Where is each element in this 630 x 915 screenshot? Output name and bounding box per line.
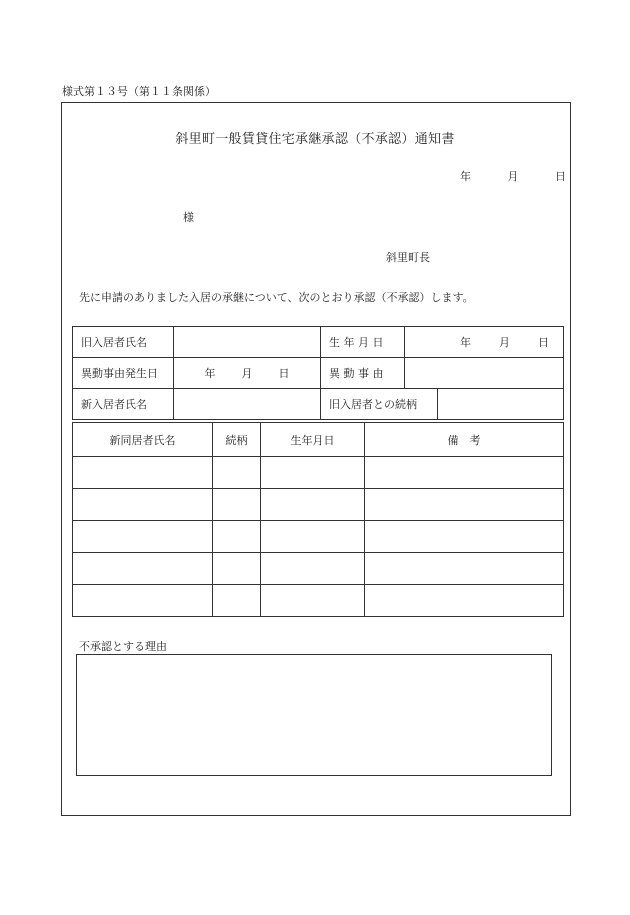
member-name-cell[interactable]	[73, 585, 213, 617]
member-name-cell[interactable]	[73, 489, 213, 521]
remarks-cell[interactable]	[365, 489, 564, 521]
relation-cell[interactable]	[213, 553, 261, 585]
household-members-table	[72, 422, 564, 617]
column-header: 新同居者氏名	[73, 423, 213, 457]
table-row	[73, 327, 564, 358]
notice-date	[460, 168, 566, 184]
addressee-suffix: 様	[183, 211, 194, 224]
issuer-name: 斜里町長	[386, 251, 430, 264]
remarks-cell[interactable]	[365, 585, 564, 617]
day-unit: 日	[555, 170, 566, 183]
birth-date-cell[interactable]	[261, 521, 365, 553]
former-tenant-name-field[interactable]	[174, 327, 321, 358]
year-unit: 年	[204, 367, 216, 380]
new-tenant-name-label: 新入居者氏名	[73, 389, 174, 420]
tenant-info-table	[72, 326, 564, 420]
birth-date-cell[interactable]	[261, 553, 365, 585]
birth-date-field[interactable]	[405, 327, 564, 358]
rejection-reason-label: 不承認とする理由	[79, 640, 167, 653]
month-unit: 月	[499, 336, 510, 349]
document-title: 斜里町一般賃貸住宅承継承認（不承認）通知書	[175, 132, 455, 147]
relation-label: 旧入居者との続柄	[321, 389, 438, 420]
new-tenant-name-field[interactable]	[174, 389, 321, 420]
table-row	[73, 521, 564, 553]
month-unit: 月	[507, 170, 519, 183]
column-header: 生年月日	[261, 423, 365, 457]
change-date-label: 異動事由発生日	[73, 358, 174, 389]
intro-text: 先に申請のありました入居の承継について、次のとおり承認（不承認）します。	[79, 291, 474, 304]
day-unit: 日	[278, 367, 290, 380]
remarks-cell[interactable]	[365, 457, 564, 489]
form-reference-number: 様式第１３号（第１１条関係）	[62, 85, 216, 98]
day-unit: 日	[538, 336, 549, 349]
change-reason-field[interactable]	[405, 358, 564, 389]
table-row	[73, 585, 564, 617]
birth-date-cell[interactable]	[261, 457, 365, 489]
relation-cell[interactable]	[213, 457, 261, 489]
member-name-cell[interactable]	[73, 457, 213, 489]
table-row	[73, 489, 564, 521]
member-name-cell[interactable]	[73, 553, 213, 585]
relation-cell[interactable]	[213, 585, 261, 617]
relation-cell[interactable]	[213, 521, 261, 553]
former-tenant-name-label: 旧入居者氏名	[73, 327, 174, 358]
table-row	[73, 389, 564, 420]
relation-field[interactable]	[438, 389, 564, 420]
remarks-cell[interactable]	[365, 553, 564, 585]
relation-cell[interactable]	[213, 489, 261, 521]
table-row	[73, 358, 564, 389]
year-unit: 年	[460, 170, 471, 183]
table-header-row	[73, 423, 564, 457]
column-header: 備 考	[365, 423, 564, 457]
month-unit: 月	[241, 367, 253, 380]
table-row	[73, 553, 564, 585]
change-reason-label: 異 動 事 由	[321, 358, 405, 389]
birth-date-label: 生 年 月 日	[321, 327, 405, 358]
member-name-cell[interactable]	[73, 521, 213, 553]
column-header: 続柄	[213, 423, 261, 457]
remarks-cell[interactable]	[365, 521, 564, 553]
rejection-reason-field[interactable]	[76, 654, 552, 776]
table-row	[73, 457, 564, 489]
change-date-field[interactable]	[174, 358, 321, 389]
birth-date-cell[interactable]	[261, 585, 365, 617]
year-unit: 年	[460, 336, 471, 349]
birth-date-cell[interactable]	[261, 489, 365, 521]
